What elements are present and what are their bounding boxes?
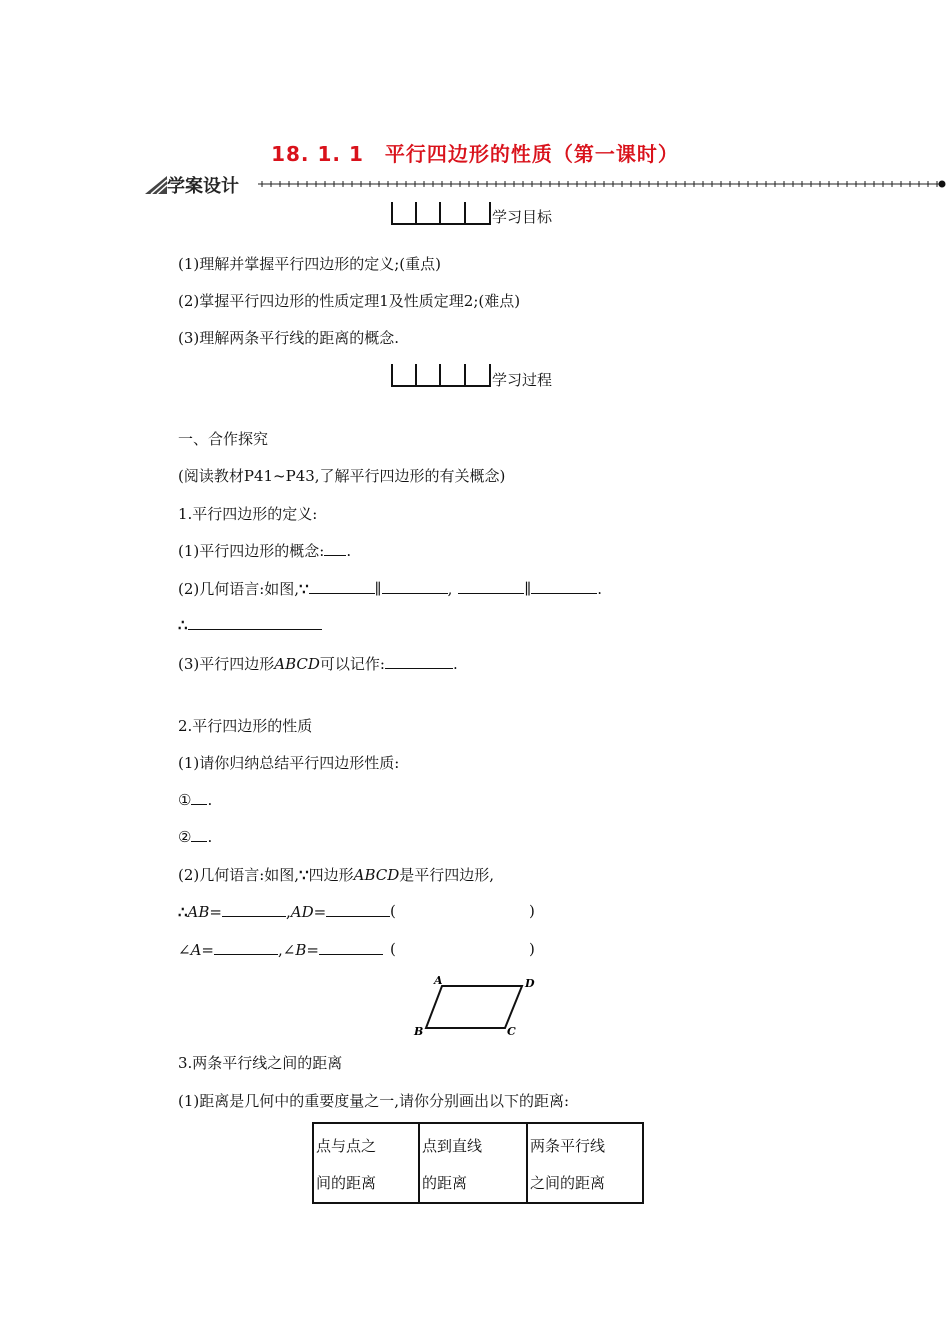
ad-label: AD= bbox=[290, 903, 327, 921]
answer-blank[interactable] bbox=[458, 579, 524, 594]
q2-b-text: (2)几何语言:如图, bbox=[178, 866, 300, 884]
q2-sides bbox=[178, 902, 390, 921]
table-cell[interactable] bbox=[419, 1123, 527, 1203]
vertex-d-label: D bbox=[525, 977, 535, 990]
comma: , bbox=[277, 941, 283, 959]
parallelogram-figure bbox=[410, 970, 540, 1040]
answer-blank[interactable] bbox=[309, 579, 375, 594]
table-cell[interactable] bbox=[313, 1123, 419, 1203]
therefore-symbol: ∴ bbox=[178, 903, 188, 921]
vertex-b-label: B bbox=[414, 1025, 424, 1038]
item-marker: ② bbox=[178, 828, 192, 846]
answer-blank[interactable] bbox=[319, 940, 383, 955]
goal-2: (2)掌握平行四边形的性质定理1及性质定理2;(难点) bbox=[178, 292, 521, 310]
answer-blank[interactable] bbox=[326, 902, 390, 917]
cell-line: 的距离 bbox=[422, 1174, 468, 1192]
cell-line: 两条平行线 bbox=[530, 1137, 606, 1155]
shape-name: ABCD bbox=[353, 866, 400, 884]
reading-note: (阅读教材P41~P43,了解平行四边形的有关概念) bbox=[178, 467, 506, 485]
q1-c bbox=[178, 653, 458, 674]
section-header-bar bbox=[143, 172, 948, 198]
heading-boxes bbox=[390, 362, 494, 388]
q2-item-2 bbox=[178, 827, 212, 846]
period: . bbox=[207, 791, 213, 809]
q2-b bbox=[178, 864, 494, 885]
period: . bbox=[346, 542, 352, 560]
q1-c-suffix: 可以记作: bbox=[319, 655, 385, 673]
reason-close: ) bbox=[529, 940, 535, 958]
q3-a: (1)距离是几何中的重要度量之一,请你分别画出以下的距离: bbox=[178, 1092, 570, 1110]
because-symbol: ∵ bbox=[299, 866, 309, 884]
answer-blank[interactable] bbox=[382, 579, 448, 594]
dotted-rule bbox=[258, 174, 948, 194]
distance-table bbox=[312, 1122, 644, 1204]
heading-boxes bbox=[390, 200, 494, 226]
q1-title: 1.平行四边形的定义: bbox=[178, 505, 318, 523]
angle-a-label: ∠A= bbox=[178, 941, 214, 959]
period: . bbox=[452, 655, 458, 673]
page-title: 18. 1. 1 平行四边形的性质（第一课时） bbox=[271, 142, 679, 166]
therefore-symbol: ∴ bbox=[178, 616, 188, 634]
vertex-c-label: C bbox=[507, 1025, 516, 1038]
q2-a: (1)请你归纳总结平行四边形性质: bbox=[178, 754, 400, 772]
reason-close: ) bbox=[529, 902, 535, 920]
table-cell[interactable] bbox=[527, 1123, 643, 1203]
item-marker: ① bbox=[178, 791, 192, 809]
q2-item-1 bbox=[178, 790, 212, 809]
period: . bbox=[597, 580, 603, 598]
q1-a-text: (1)平行四边形的概念: bbox=[178, 542, 325, 560]
answer-blank[interactable] bbox=[188, 615, 322, 630]
q1-a bbox=[178, 540, 351, 561]
q1-b-text: (2)几何语言:如图, bbox=[178, 580, 300, 598]
process-heading: 学习过程 bbox=[492, 371, 553, 389]
reason-open: ( bbox=[390, 902, 396, 920]
q1-c-text: (3)平行四边形 bbox=[178, 655, 275, 673]
q2-angles bbox=[178, 940, 383, 959]
because-symbol: ∵ bbox=[299, 580, 309, 598]
answer-blank[interactable] bbox=[191, 827, 207, 842]
part-one-heading: 一、合作探究 bbox=[178, 430, 269, 448]
goal-1: (1)理解并掌握平行四边形的定义;(重点) bbox=[178, 255, 442, 273]
q1-b bbox=[178, 578, 602, 599]
q2-b-suffix: 是平行四边形, bbox=[399, 866, 495, 884]
parallel-symbol: ∥ bbox=[374, 580, 382, 598]
answer-blank[interactable] bbox=[324, 541, 346, 556]
cell-line: 点到直线 bbox=[422, 1137, 483, 1155]
angle-b-label: ∠B= bbox=[282, 941, 319, 959]
ab-label: AB= bbox=[187, 903, 222, 921]
comma: , bbox=[285, 903, 291, 921]
answer-blank[interactable] bbox=[531, 579, 597, 594]
cell-line: 之间的距离 bbox=[530, 1174, 606, 1192]
reason-open: ( bbox=[390, 940, 396, 958]
vertex-a-label: A bbox=[434, 974, 443, 987]
goal-3: (3)理解两条平行线的距离的概念. bbox=[178, 329, 400, 347]
answer-blank[interactable] bbox=[385, 654, 453, 669]
goal-heading: 学习目标 bbox=[492, 208, 553, 226]
answer-blank[interactable] bbox=[191, 790, 207, 805]
answer-blank[interactable] bbox=[222, 902, 286, 917]
answer-blank[interactable] bbox=[214, 940, 278, 955]
cell-line: 间的距离 bbox=[316, 1174, 377, 1192]
q2-b-mid: 四边形 bbox=[308, 866, 354, 884]
triangle-icon bbox=[145, 176, 167, 194]
parallel-symbol: ∥ bbox=[524, 580, 532, 598]
section-label: 学案设计 bbox=[167, 176, 239, 197]
q3-title: 3.两条平行线之间的距离 bbox=[178, 1054, 343, 1072]
q1-therefore bbox=[178, 615, 322, 634]
comma: , bbox=[447, 580, 453, 598]
q2-title: 2.平行四边形的性质 bbox=[178, 717, 313, 735]
cell-line: 点与点之 bbox=[316, 1137, 377, 1155]
shape-name: ABCD bbox=[274, 655, 320, 673]
period: . bbox=[207, 828, 213, 846]
